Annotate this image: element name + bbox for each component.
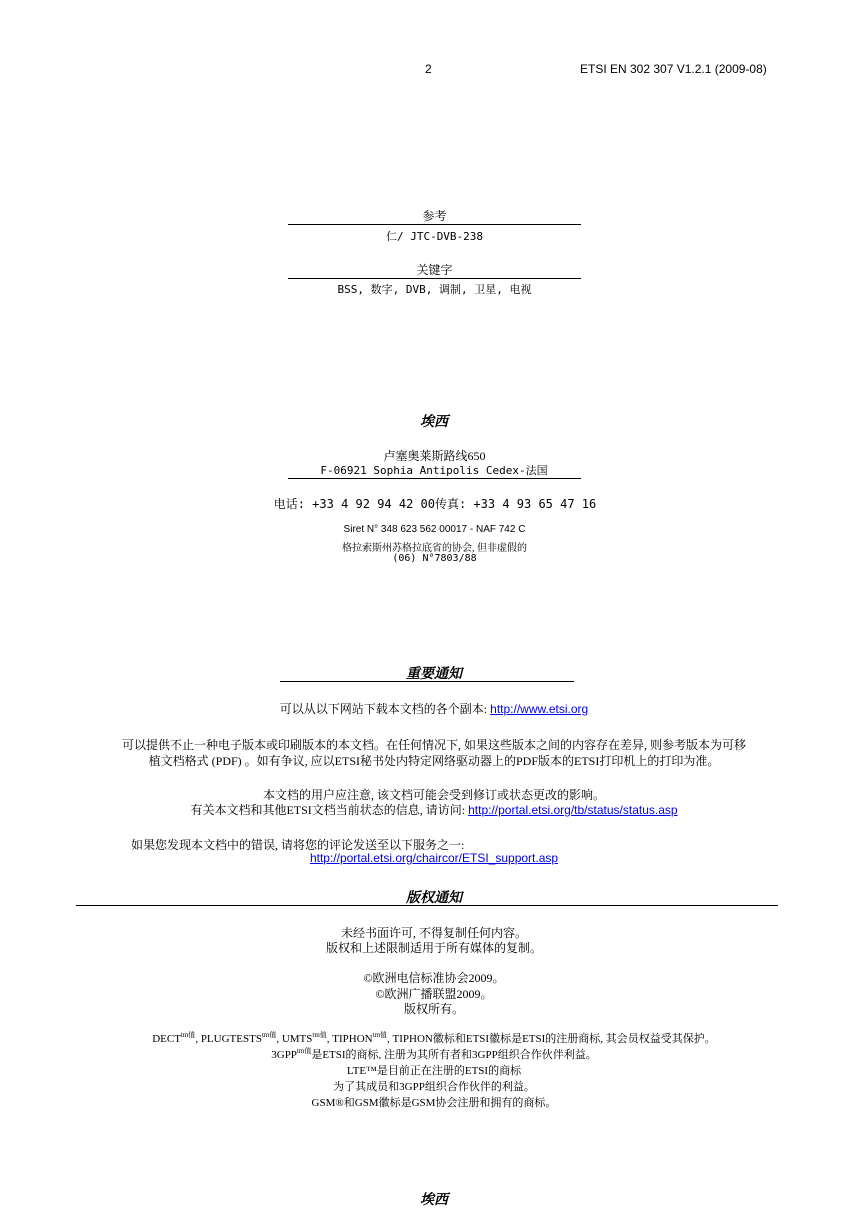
phone-fax: 电话: +33 4 92 94 42 00传真: +33 4 93 65 47 16	[273, 497, 597, 511]
tm-tail: TIPHON徽标和ETSI徽标是ETSI的注册商标, 其会员权益受其保护。	[392, 1033, 716, 1045]
address-divider	[288, 478, 581, 479]
reference-divider	[288, 224, 581, 225]
notice-title: 重要通知	[406, 666, 462, 682]
copyright-line-4: ©欧洲广播联盟2009。	[375, 987, 493, 1001]
copyright-line-3: ©欧洲电信标准协会2009。	[363, 971, 505, 985]
footer-org: 埃西	[420, 1192, 448, 1208]
support-line	[80, 851, 788, 866]
tm-mark-3gpp: tm值	[296, 1047, 312, 1055]
association-number: (06) N°7803/88	[392, 553, 477, 564]
keywords-label: 关键字	[416, 263, 453, 277]
download-line	[80, 700, 788, 717]
document-id: ETSI EN 302 307 V1.2.1 (2009-08)	[580, 62, 767, 76]
siret-number: Siret N° 348 623 562 00017 - NAF 742 C	[343, 524, 526, 535]
copyright-line-5: 版权所有。	[403, 1002, 464, 1016]
tm-dect: DECT	[152, 1033, 181, 1045]
keywords-value: BSS, 数字, DVB, 调制, 卫星, 电视	[337, 283, 532, 296]
tm-mark-tiphon: tm值	[372, 1031, 388, 1039]
pdf-paragraph-line-1: 可以提供不止一种电子版本或印刷版本的本文档。在任何情况下, 如果这些版本之间的内容存在差异, 则参考版本为可移	[121, 738, 746, 752]
page-number: 2	[425, 62, 432, 76]
address-line-1: 卢塞奥莱斯路线650	[383, 449, 486, 463]
copyright-divider	[76, 905, 778, 906]
support-link[interactable]: http://portal.etsi.org/chaircor/ETSI_support.asp	[309, 851, 559, 865]
keywords-divider	[288, 278, 581, 279]
gsm-line: GSM®和GSM徽标是GSM协会注册和拥有的商标。	[311, 1097, 557, 1109]
notice-divider	[280, 681, 574, 682]
copyright-line-2: 版权和上述限制适用于所有媒体的复制。	[325, 941, 542, 955]
status-text: 有关本文档和其他ETSI文档当前状态的信息, 请访问:	[190, 803, 466, 817]
tm-mark-dect: tm值	[180, 1031, 196, 1039]
pdf-paragraph-line-2: 植文档格式 (PDF) 。如有争议, 应以ETSI秘书处内特定网络驱动器上的PDF版本的ETSI打印机上的打印为准。	[148, 754, 720, 768]
download-text: 可以从以下网站下载本文档的各个副本:	[279, 702, 488, 716]
error-report-text: 如果您发现本文档中的错误, 请将您的评论发送至以下服务之一:	[131, 838, 465, 852]
tm-umts: UMTS	[281, 1033, 313, 1045]
tm-mark-plugtests: tm值	[261, 1031, 277, 1039]
copyright-title: 版权通知	[406, 890, 462, 906]
trademark-line-1: $DECT^{tm值}$, $PLUGTESTS^{tm值}$, $UMTS^{tm值}$, $TIPHON^{tm值}$, TIPHON徽标和ETSI徽标是ETSI的注册商标, 其会员权益受其保护。	[152, 1031, 716, 1045]
reference-label: 参考	[422, 209, 447, 223]
tm-3gpp: 3GPP	[271, 1049, 297, 1061]
trademark-line-2	[80, 1046, 788, 1062]
etsi-website-link[interactable]: http://www.etsi.org	[490, 702, 589, 716]
address-line-2: F-06921 Sophia Antipolis Cedex-法国	[320, 464, 548, 477]
revision-notice: 本文档的用户应注意, 该文档可能会受到修订或状态更改的影响。	[262, 788, 605, 802]
association-text: 格拉索斯州苏格拉底省的协会, 但非虚假的	[342, 543, 527, 554]
tm-3gpp-tail: 是ETSI的商标, 注册为其所有者和3GPP组织合作伙伴利益。	[311, 1049, 597, 1061]
org-name: 埃西	[420, 414, 448, 430]
copyright-line-1: 未经书面许可, 不得复制任何内容。	[340, 926, 527, 940]
tm-mark-umts: tm值	[312, 1031, 327, 1039]
status-line	[80, 801, 788, 818]
status-link[interactable]: http://portal.etsi.org/tb/status/status.asp	[468, 803, 678, 817]
lte-line-2: 为了其成员和3GPP组织合作伙伴的利益。	[333, 1081, 535, 1093]
lte-line-1: LTE™是目前正在注册的ETSI的商标	[346, 1065, 522, 1077]
tm-plugtests: PLUGTESTS	[200, 1033, 262, 1045]
tm-tiphon: TIPHON	[332, 1033, 373, 1045]
reference-value: 仁/ JTC-DVB-238	[385, 230, 484, 243]
